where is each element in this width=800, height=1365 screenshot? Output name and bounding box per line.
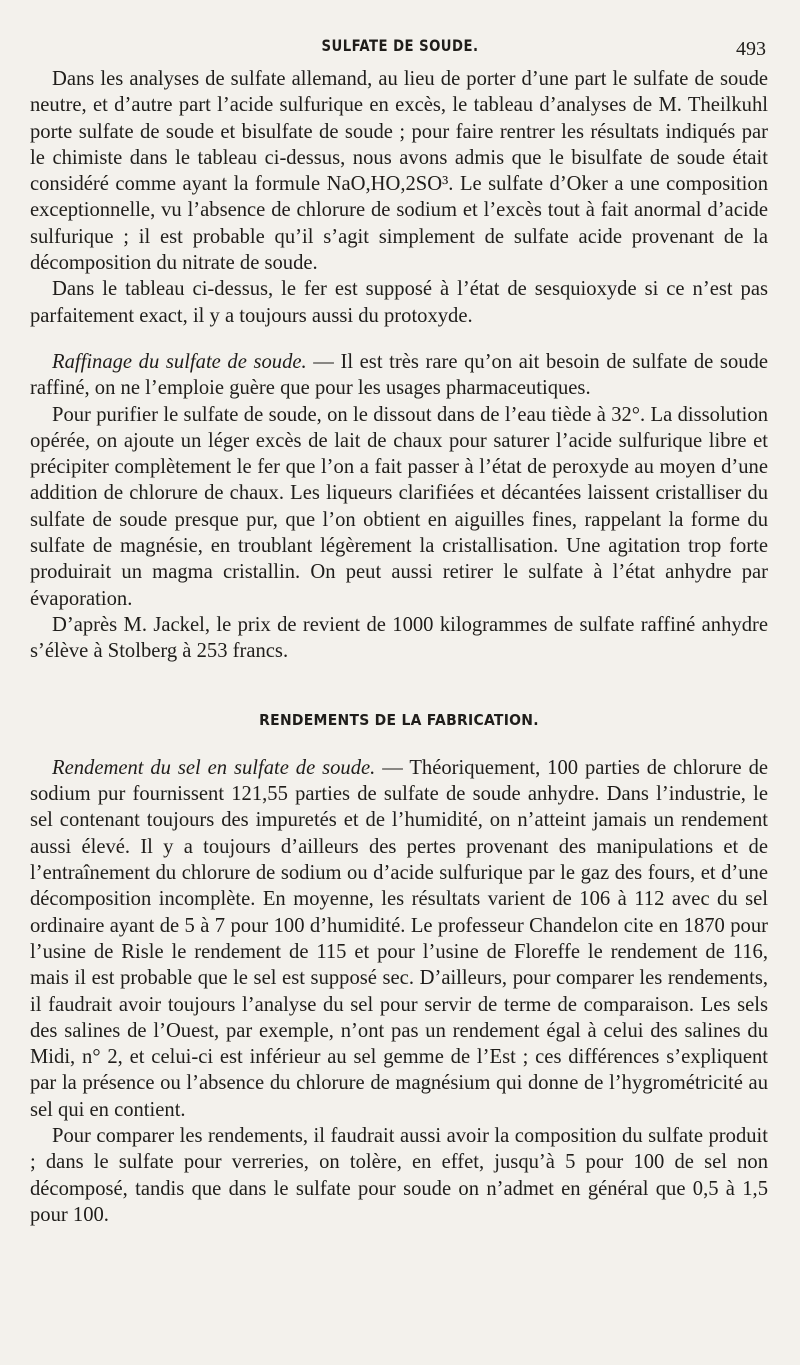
run-in-heading: Raffinage du sulfate de soude.: [52, 350, 307, 373]
paragraph-text: Pour comparer les rendements, il faudrait aussi avoir la composition du sulfate produit ; dans le sulfate pour verreries, on tolère, en effet, jusqu’à 5 pour 100 de sel non décomposé, tandis que dans le sulfate pour soude on n’admet en général que 0,5 à 1,5 pour 100.: [30, 1124, 768, 1226]
paragraph-text: Dans le tableau ci-dessus, le fer est supposé à l’état de sesquioxyde si ce n’est pas parfaitement exact, il y a toujours aussi du protoxyde.: [30, 278, 768, 327]
page-number: 493: [736, 38, 766, 60]
paragraph-raffinage: [30, 349, 768, 402]
paragraph-fer-sesquioxyde: [30, 276, 768, 329]
running-head: [0, 36, 800, 60]
paragraph-text: D’après M. Jackel, le prix de revient de 1000 kilogrammes de sulfate raffiné anhydre s’élève à Stolberg à 253 francs.: [30, 613, 768, 663]
paragraph-rendement-sel: [30, 755, 768, 1123]
paragraph-text: Dans les analyses de sulfate allemand, au lieu de porter d’une part le sulfate de soude neutre, et d’autre part l’acide sulfurique en excès, le tableau d’analyses de M. Theilkuhl porte sulfate de soude et bisulfate de soude ; pour faire rentrer les résultats indiqués par le chimiste dans le tableau ci-dessus, nous avons admis que le bisulfate de soude était considéré comme ayant la formule NaO,HO,2SO³. Le sulfate d’Oker a une composition exceptionnelle, vu l’absence de chlorure de sodium et l’excès tout à fait anormal d’acide sulfurique ; il est probable qu’il s’agit simplement de sulfate acide provenant de la décomposition du nitrate de soude.: [30, 68, 768, 275]
running-title: SULFATE DE SOUDE.: [321, 36, 479, 55]
paragraph-text: — Il est très rare qu’on ait besoin de sulfate de soude raffiné, on ne l’emploie guère que pour les usages pharmaceutiques.: [30, 350, 768, 400]
run-in-heading: Rendement du sel en sulfate de soude.: [52, 756, 376, 779]
paragraph-text: — Théoriquement, 100 parties de chlorure de sodium pur fournissent 121,55 parties de sulfate de soude anhydre. Dans l’industrie, le sel contenant toujours des impuretés et de l’humidité, on n’atteint jamais un rendement aussi élevé. Il y a toujours d’ailleurs des pertes provenant des manipulations et de l’entraînement du chlorure de sodium ou d’acide sulfurique par le gaz des fours, et d’une décomposition incomplète. En moyenne, les résultats varient de 106 à 112 avec du sel ordinaire ayant de 5 à 7 pour 100 d’humidité. Le professeur Chandelon cite en 1870 pour l’usine de Risle le rendement de 115 et pour l’usine de Floreffe le rendement de 116, mais il est probable que le sel est supposé sec. D’ailleurs, pour comparer les rendements, il faudrait avoir toujours l’analyse du sel pour servir de terme de comparaison. Les sels des salines de l’Ouest, par exemple, n’ont pas un rendement égal à celui des salines du Midi, n° 2, et celui-ci est inférieur au sel gemme de l’Est ; ces différences s’expliquent par la présence ou l’absence du chlorure de magnésium qui donne de l’hygrométricité au sel qui en contient.: [30, 756, 769, 1121]
paragraph-purifier: [30, 402, 768, 612]
paragraph-analyses-allemand: [30, 66, 768, 276]
body-text: [30, 66, 768, 1228]
paragraph-comparer-rendements: [30, 1123, 768, 1228]
paragraph-text: Pour purifier le sulfate de soude, on le dissout dans de l’eau tiède à 32°. La dissolution opérée, on ajoute un léger excès de lait de chaux pour saturer l’acide sulfurique libre et précipiter complètement le fer que l’on a fait passer à l’état de peroxyde au moyen d’une addition de chlorure de chaux. Les liqueurs clarifiées et décantées laissent cristalliser du sulfate de soude presque pur, que l’on obtient en aiguilles fines, rappelant la forme du sulfate de magnésie, en troublant légèrement la cristallisation. Une agitation trop forte produirait un magma cristallin. On peut aussi retirer le sulfate à l’état anhydre par évaporation.: [30, 403, 768, 610]
paragraph-prix-revient: [30, 612, 768, 665]
section-heading: RENDEMENTS DE LA FABRICATION.: [259, 710, 539, 729]
